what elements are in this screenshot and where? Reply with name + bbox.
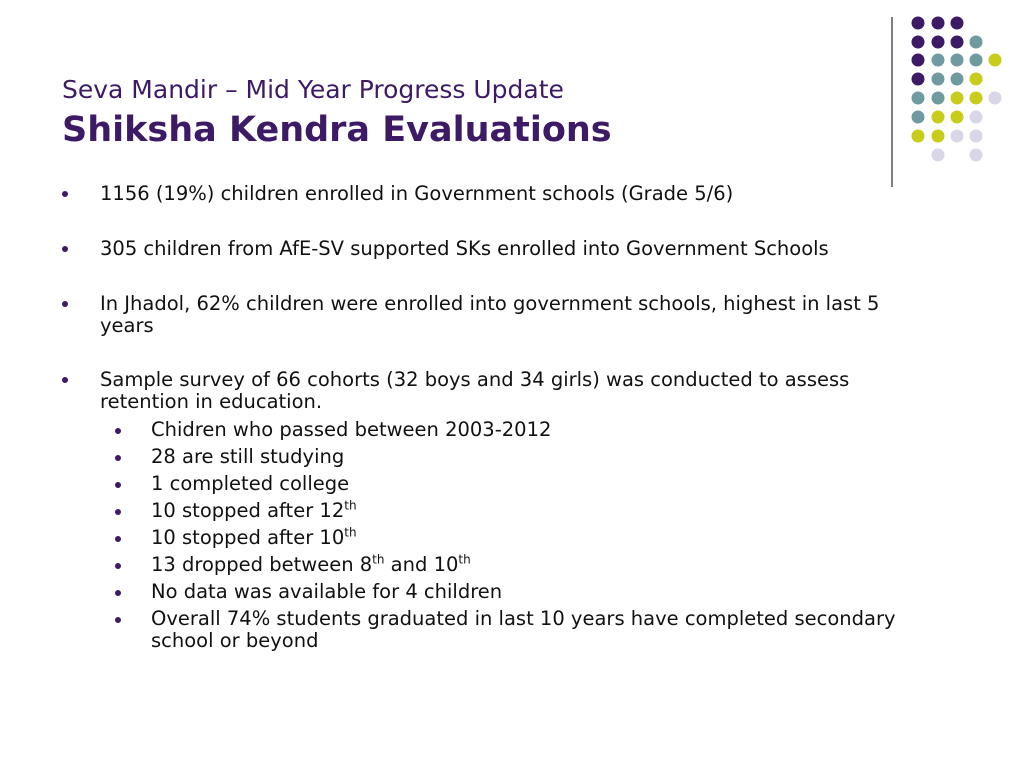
slide-title: Shiksha Kendra Evaluations: [62, 110, 612, 150]
superscript: th: [344, 498, 357, 513]
sub-bullet-dot: [115, 617, 121, 623]
sub-bullet-dot: [115, 590, 121, 596]
bullet-item: 1156 (19%) children enrolled in Government schools (Grade 5/6): [100, 182, 734, 205]
bullet-item: 305 children from AfE-SV supported SKs enrolled into Government Schools: [100, 237, 829, 260]
bullet-dot: [62, 191, 68, 197]
sub-bullet-dot: [115, 482, 121, 488]
superscript: th: [372, 552, 385, 567]
superscript: th: [458, 552, 471, 567]
sub-bullet-dot: [115, 509, 121, 515]
bullet-item: In Jhadol, 62% children were enrolled into government schools, highest in last 5 years: [100, 292, 880, 337]
bullet-dot: [62, 301, 68, 307]
bullet-item: Sample survey of 66 cohorts (32 boys and 34 girls) was conducted to assess retention in education.: [100, 368, 850, 413]
sub-bullet-dot: [115, 536, 121, 542]
sub-bullet-text: and 10: [384, 553, 459, 576]
sub-bullet-item: No data was available for 4 children: [151, 580, 503, 603]
slide-subtitle: Seva Mandir – Mid Year Progress Update: [62, 75, 564, 104]
sub-bullet-dot: [115, 455, 121, 461]
sub-bullet-item: Overall 74% students graduated in last 10 years have completed secondary school or beyond: [151, 607, 896, 652]
sub-bullet-item: [151, 527, 931, 549]
sub-bullet-text: 10 stopped after 10: [151, 526, 345, 549]
sub-bullet-dot: [115, 428, 121, 434]
bullet-dot: [62, 246, 68, 252]
sub-bullet-item: [151, 554, 931, 576]
sub-bullet-item: 1 completed college: [151, 472, 350, 495]
sub-bullet-dot: [115, 563, 121, 569]
bullet-dot: [62, 377, 68, 383]
sub-bullet-item: Chidren who passed between 2003-2012: [151, 418, 552, 441]
sub-bullet-text: 10 stopped after 12: [151, 499, 345, 522]
superscript: th: [344, 525, 357, 540]
sub-bullet-item: [151, 500, 931, 522]
sub-bullet-item: 28 are still studying: [151, 445, 345, 468]
sub-bullet-text: 13 dropped between 8: [151, 553, 373, 576]
